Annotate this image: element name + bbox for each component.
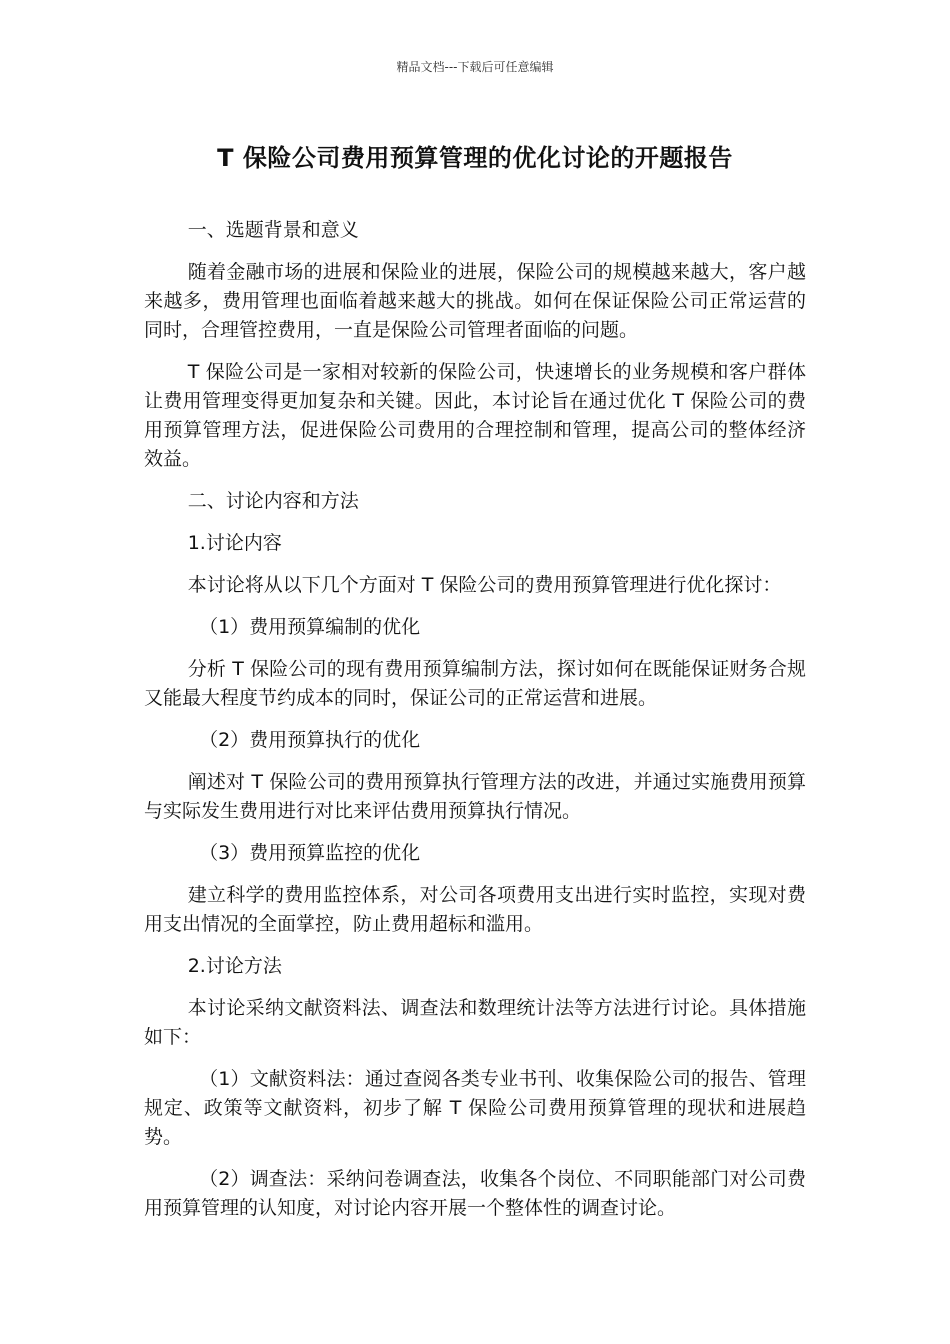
- list-heading-item-1: （1）费用预算编制的优化: [199, 616, 421, 638]
- subsection-heading-content: 1.讨论内容: [187, 532, 282, 554]
- list-heading-item-3: （3）费用预算监控的优化: [199, 842, 421, 864]
- body-paragraph: 阐述对 T 保险公司的费用预算执行管理方法的改进，并通过实施费用预算与实际发生费用进行对比来评估费用预算执行情况。: [144, 771, 806, 822]
- body-paragraph: T 保险公司是一家相对较新的保险公司，快速增长的业务规模和客户群体让费用管理变得更加复杂和关键。因此，本讨论旨在通过优化 T 保险公司的费用预算管理方法，促进保险公司费用的合理控制和管理，提高公司的整体经济效益。: [144, 361, 806, 470]
- section-heading-content-method: 二、讨论内容和方法: [187, 490, 359, 512]
- body-paragraph: 建立科学的费用监控体系，对公司各项费用支出进行实时监控，实现对费用支出情况的全面掌控，防止费用超标和滥用。: [144, 884, 806, 935]
- list-item-literature: （1）文献资料法：通过查阅各类专业书刊、收集保险公司的报告、管理规定、政策等文献资料，初步了解 T 保险公司费用预算管理的现状和进展趋势。: [144, 1068, 806, 1148]
- list-item-survey: （2）调查法：采纳问卷调查法，收集各个岗位、不同职能部门对公司费用预算管理的认知度，对讨论内容开展一个整体性的调查讨论。: [144, 1168, 806, 1219]
- document-body: [144, 216, 806, 1236]
- body-paragraph: 分析 T 保险公司的现有费用预算编制方法，探讨如何在既能保证财务合规又能最大程度节约成本的同时，保证公司的正常运营和进展。: [144, 658, 806, 709]
- body-paragraph: 本讨论采纳文献资料法、调查法和数理统计法等方法进行讨论。具体措施如下：: [144, 997, 806, 1048]
- section-heading-background: 一、选题背景和意义: [187, 219, 359, 241]
- document-title: T 保险公司费用预算管理的优化讨论的开题报告: [217, 144, 733, 172]
- header-note: 精品文档---下载后可任意编辑: [396, 60, 554, 74]
- body-paragraph: 本讨论将从以下几个方面对 T 保险公司的费用预算管理进行优化探讨：: [187, 574, 782, 596]
- list-heading-item-2: （2）费用预算执行的优化: [199, 729, 421, 751]
- subsection-heading-method: 2.讨论方法: [187, 955, 282, 977]
- body-paragraph: 随着金融市场的进展和保险业的进展，保险公司的规模越来越大，客户越来越多，费用管理也面临着越来越大的挑战。如何在保证保险公司正常运营的同时，合理管控费用，一直是保险公司管理者面临的问题。: [144, 261, 806, 341]
